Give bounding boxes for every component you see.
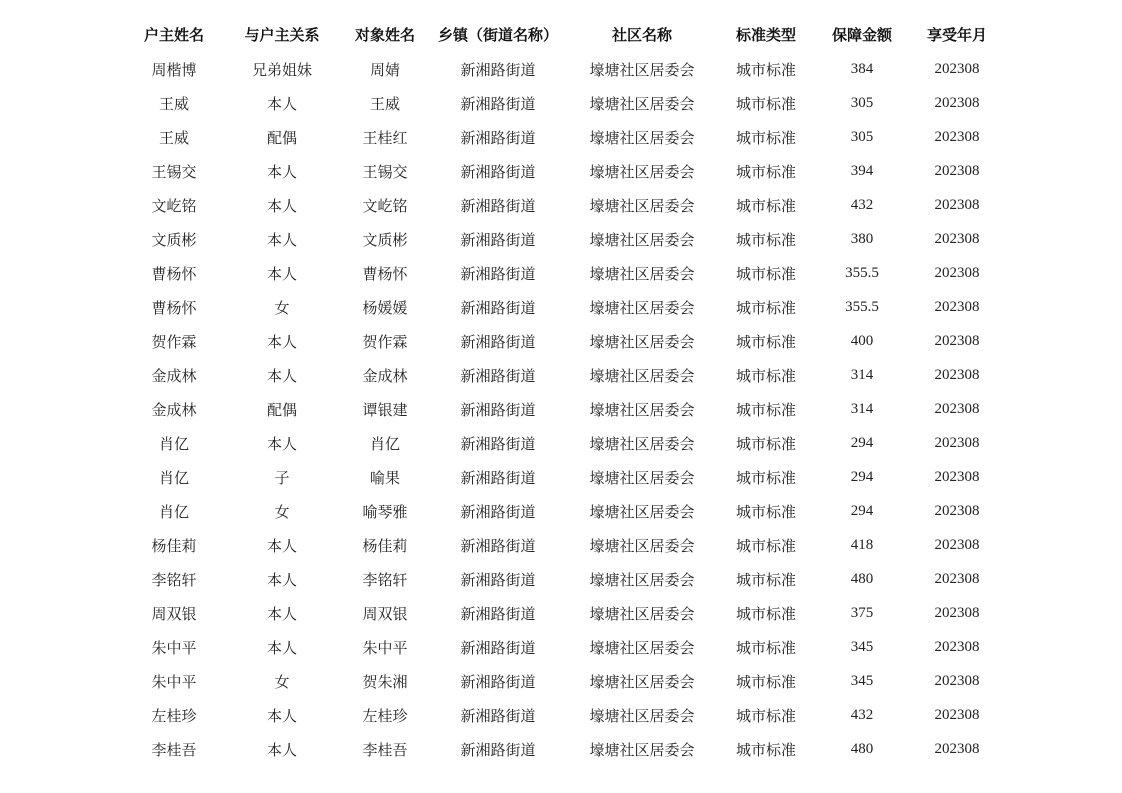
cell-community: 壕塘社区居委会 bbox=[589, 128, 695, 147]
cell-relationship: 本人 bbox=[266, 264, 297, 283]
cell-township: 新湘路街道 bbox=[460, 332, 536, 351]
cell-year-month: 202308 bbox=[934, 332, 980, 349]
cell-year-month: 202308 bbox=[934, 264, 980, 281]
cell-amount: 314 bbox=[850, 366, 874, 383]
cell-household-head-name: 文屹铭 bbox=[151, 196, 197, 215]
cell-year-month: 202308 bbox=[934, 196, 980, 213]
header-relationship: 与户主关系 bbox=[244, 25, 320, 44]
cell-amount: 394 bbox=[850, 162, 874, 179]
cell-year-month: 202308 bbox=[934, 468, 980, 485]
cell-standard-type: 城市标准 bbox=[735, 536, 796, 555]
cell-household-head-name: 肖亿 bbox=[158, 468, 189, 487]
cell-year-month: 202308 bbox=[934, 604, 980, 621]
cell-year-month: 202308 bbox=[934, 672, 980, 689]
cell-household-head-name: 曹杨怀 bbox=[151, 264, 197, 283]
table-row bbox=[120, 154, 1000, 188]
cell-standard-type: 城市标准 bbox=[735, 434, 796, 453]
cell-township: 新湘路街道 bbox=[460, 366, 536, 385]
cell-standard-type: 城市标准 bbox=[735, 94, 796, 113]
table-row bbox=[120, 358, 1000, 392]
cell-household-head-name: 王锡交 bbox=[151, 162, 197, 181]
cell-household-head-name: 王威 bbox=[158, 128, 189, 147]
cell-township: 新湘路街道 bbox=[460, 706, 536, 725]
table-row bbox=[120, 732, 1000, 766]
cell-amount: 400 bbox=[850, 332, 874, 349]
cell-amount: 345 bbox=[850, 638, 874, 655]
table-row bbox=[120, 698, 1000, 732]
cell-community: 壕塘社区居委会 bbox=[589, 94, 695, 113]
cell-relationship: 兄弟姐妹 bbox=[251, 60, 312, 79]
cell-recipient-name: 左桂珍 bbox=[362, 706, 408, 725]
cell-standard-type: 城市标准 bbox=[735, 128, 796, 147]
cell-recipient-name: 喻果 bbox=[369, 468, 400, 487]
table-row bbox=[120, 188, 1000, 222]
cell-community: 壕塘社区居委会 bbox=[589, 264, 695, 283]
cell-standard-type: 城市标准 bbox=[735, 740, 796, 759]
cell-community: 壕塘社区居委会 bbox=[589, 230, 695, 249]
cell-community: 壕塘社区居委会 bbox=[589, 162, 695, 181]
cell-relationship: 本人 bbox=[266, 94, 297, 113]
cell-standard-type: 城市标准 bbox=[735, 332, 796, 351]
cell-household-head-name: 肖亿 bbox=[158, 434, 189, 453]
cell-relationship: 女 bbox=[274, 502, 290, 521]
cell-township: 新湘路街道 bbox=[460, 604, 536, 623]
table-row bbox=[120, 392, 1000, 426]
cell-household-head-name: 李桂吾 bbox=[151, 740, 197, 759]
header-township: 乡镇（街道名称） bbox=[437, 25, 558, 44]
cell-township: 新湘路街道 bbox=[460, 740, 536, 759]
table-row bbox=[120, 630, 1000, 664]
cell-amount: 375 bbox=[850, 604, 874, 621]
cell-recipient-name: 王威 bbox=[369, 94, 400, 113]
cell-year-month: 202308 bbox=[934, 638, 980, 655]
table-row bbox=[120, 222, 1000, 256]
cell-household-head-name: 金成林 bbox=[151, 366, 197, 385]
cell-recipient-name: 周双银 bbox=[362, 604, 408, 623]
cell-township: 新湘路街道 bbox=[460, 570, 536, 589]
table-row bbox=[120, 120, 1000, 154]
cell-amount: 432 bbox=[850, 706, 874, 723]
cell-year-month: 202308 bbox=[934, 230, 980, 247]
cell-community: 壕塘社区居委会 bbox=[589, 400, 695, 419]
cell-relationship: 本人 bbox=[266, 536, 297, 555]
cell-recipient-name: 文质彬 bbox=[362, 230, 408, 249]
cell-community: 壕塘社区居委会 bbox=[589, 740, 695, 759]
header-community: 社区名称 bbox=[611, 25, 672, 44]
cell-amount: 294 bbox=[850, 468, 874, 485]
cell-standard-type: 城市标准 bbox=[735, 706, 796, 725]
table-row bbox=[120, 52, 1000, 86]
cell-community: 壕塘社区居委会 bbox=[589, 332, 695, 351]
cell-amount: 314 bbox=[850, 400, 874, 417]
cell-relationship: 本人 bbox=[266, 366, 297, 385]
cell-township: 新湘路街道 bbox=[460, 162, 536, 181]
table-row bbox=[120, 290, 1000, 324]
beneficiary-table bbox=[120, 16, 1000, 766]
cell-relationship: 本人 bbox=[266, 740, 297, 759]
cell-relationship: 本人 bbox=[266, 638, 297, 657]
table-row bbox=[120, 596, 1000, 630]
cell-relationship: 配偶 bbox=[266, 400, 297, 419]
cell-township: 新湘路街道 bbox=[460, 264, 536, 283]
cell-standard-type: 城市标准 bbox=[735, 672, 796, 691]
cell-household-head-name: 朱中平 bbox=[151, 672, 197, 691]
cell-township: 新湘路街道 bbox=[460, 298, 536, 317]
cell-amount: 480 bbox=[850, 740, 874, 757]
cell-year-month: 202308 bbox=[934, 706, 980, 723]
cell-township: 新湘路街道 bbox=[460, 536, 536, 555]
cell-community: 壕塘社区居委会 bbox=[589, 706, 695, 725]
cell-amount: 305 bbox=[850, 94, 874, 111]
cell-year-month: 202308 bbox=[934, 570, 980, 587]
cell-standard-type: 城市标准 bbox=[735, 468, 796, 487]
cell-recipient-name: 周婧 bbox=[369, 60, 400, 79]
cell-township: 新湘路街道 bbox=[460, 502, 536, 521]
cell-community: 壕塘社区居委会 bbox=[589, 366, 695, 385]
cell-relationship: 本人 bbox=[266, 706, 297, 725]
cell-community: 壕塘社区居委会 bbox=[589, 672, 695, 691]
cell-amount: 480 bbox=[850, 570, 874, 587]
cell-household-head-name: 朱中平 bbox=[151, 638, 197, 657]
header-household-head-name: 户主姓名 bbox=[143, 25, 204, 44]
cell-amount: 294 bbox=[850, 502, 874, 519]
cell-year-month: 202308 bbox=[934, 128, 980, 145]
cell-amount: 384 bbox=[850, 60, 874, 77]
cell-township: 新湘路街道 bbox=[460, 60, 536, 79]
table-row bbox=[120, 324, 1000, 358]
table-row bbox=[120, 528, 1000, 562]
cell-recipient-name: 金成林 bbox=[362, 366, 408, 385]
cell-household-head-name: 左桂珍 bbox=[151, 706, 197, 725]
cell-year-month: 202308 bbox=[934, 740, 980, 757]
cell-year-month: 202308 bbox=[934, 400, 980, 417]
cell-township: 新湘路街道 bbox=[460, 400, 536, 419]
cell-community: 壕塘社区居委会 bbox=[589, 196, 695, 215]
cell-community: 壕塘社区居委会 bbox=[589, 434, 695, 453]
cell-household-head-name: 王威 bbox=[158, 94, 189, 113]
cell-standard-type: 城市标准 bbox=[735, 400, 796, 419]
cell-township: 新湘路街道 bbox=[460, 638, 536, 657]
cell-community: 壕塘社区居委会 bbox=[589, 638, 695, 657]
cell-amount: 305 bbox=[850, 128, 874, 145]
cell-relationship: 配偶 bbox=[266, 128, 297, 147]
cell-relationship: 本人 bbox=[266, 230, 297, 249]
cell-recipient-name: 贺作霖 bbox=[362, 332, 408, 351]
cell-household-head-name: 肖亿 bbox=[158, 502, 189, 521]
cell-year-month: 202308 bbox=[934, 536, 980, 553]
cell-relationship: 本人 bbox=[266, 196, 297, 215]
cell-recipient-name: 杨媛媛 bbox=[362, 298, 408, 317]
header-recipient-name: 对象姓名 bbox=[354, 25, 415, 44]
cell-year-month: 202308 bbox=[934, 434, 980, 451]
cell-household-head-name: 文质彬 bbox=[151, 230, 197, 249]
cell-standard-type: 城市标准 bbox=[735, 60, 796, 79]
cell-recipient-name: 王桂红 bbox=[362, 128, 408, 147]
cell-year-month: 202308 bbox=[934, 60, 980, 77]
table-body bbox=[120, 52, 1000, 766]
table-row bbox=[120, 86, 1000, 120]
cell-household-head-name: 贺作霖 bbox=[151, 332, 197, 351]
cell-year-month: 202308 bbox=[934, 298, 980, 315]
cell-recipient-name: 谭银建 bbox=[362, 400, 408, 419]
cell-community: 壕塘社区居委会 bbox=[589, 60, 695, 79]
cell-standard-type: 城市标准 bbox=[735, 196, 796, 215]
header-year-month: 享受年月 bbox=[926, 25, 987, 44]
cell-relationship: 本人 bbox=[266, 570, 297, 589]
header-amount: 保障金额 bbox=[831, 25, 892, 44]
cell-recipient-name: 李铭轩 bbox=[362, 570, 408, 589]
cell-household-head-name: 曹杨怀 bbox=[151, 298, 197, 317]
document-sheet bbox=[120, 16, 1000, 766]
cell-community: 壕塘社区居委会 bbox=[589, 604, 695, 623]
cell-standard-type: 城市标准 bbox=[735, 264, 796, 283]
cell-standard-type: 城市标准 bbox=[735, 298, 796, 317]
cell-community: 壕塘社区居委会 bbox=[589, 536, 695, 555]
cell-household-head-name: 杨佳莉 bbox=[151, 536, 197, 555]
cell-recipient-name: 朱中平 bbox=[362, 638, 408, 657]
cell-township: 新湘路街道 bbox=[460, 434, 536, 453]
cell-township: 新湘路街道 bbox=[460, 196, 536, 215]
cell-community: 壕塘社区居委会 bbox=[589, 570, 695, 589]
cell-year-month: 202308 bbox=[934, 502, 980, 519]
cell-standard-type: 城市标准 bbox=[735, 604, 796, 623]
cell-township: 新湘路街道 bbox=[460, 128, 536, 147]
cell-recipient-name: 王锡交 bbox=[362, 162, 408, 181]
cell-amount: 355.5 bbox=[845, 298, 879, 315]
cell-standard-type: 城市标准 bbox=[735, 570, 796, 589]
cell-household-head-name: 周双银 bbox=[151, 604, 197, 623]
cell-relationship: 本人 bbox=[266, 332, 297, 351]
cell-recipient-name: 曹杨怀 bbox=[362, 264, 408, 283]
cell-relationship: 本人 bbox=[266, 604, 297, 623]
cell-recipient-name: 喻琴雅 bbox=[362, 502, 408, 521]
cell-recipient-name: 肖亿 bbox=[369, 434, 400, 453]
cell-year-month: 202308 bbox=[934, 162, 980, 179]
cell-township: 新湘路街道 bbox=[460, 672, 536, 691]
cell-standard-type: 城市标准 bbox=[735, 230, 796, 249]
cell-amount: 418 bbox=[850, 536, 874, 553]
cell-township: 新湘路街道 bbox=[460, 468, 536, 487]
cell-amount: 380 bbox=[850, 230, 874, 247]
cell-standard-type: 城市标准 bbox=[735, 366, 796, 385]
cell-standard-type: 城市标准 bbox=[735, 638, 796, 657]
cell-amount: 294 bbox=[850, 434, 874, 451]
cell-standard-type: 城市标准 bbox=[735, 162, 796, 181]
header-standard-type: 标准类型 bbox=[735, 25, 796, 44]
cell-township: 新湘路街道 bbox=[460, 230, 536, 249]
table-row bbox=[120, 664, 1000, 698]
table-header-row bbox=[120, 16, 1000, 52]
cell-household-head-name: 李铭轩 bbox=[151, 570, 197, 589]
table-row bbox=[120, 494, 1000, 528]
cell-township: 新湘路街道 bbox=[460, 94, 536, 113]
cell-community: 壕塘社区居委会 bbox=[589, 502, 695, 521]
cell-recipient-name: 李桂吾 bbox=[362, 740, 408, 759]
table-row bbox=[120, 562, 1000, 596]
cell-amount: 345 bbox=[850, 672, 874, 689]
table-row bbox=[120, 460, 1000, 494]
cell-recipient-name: 文屹铭 bbox=[362, 196, 408, 215]
cell-relationship: 女 bbox=[274, 298, 290, 317]
cell-community: 壕塘社区居委会 bbox=[589, 468, 695, 487]
cell-household-head-name: 周楷博 bbox=[151, 60, 197, 79]
cell-relationship: 本人 bbox=[266, 162, 297, 181]
cell-relationship: 本人 bbox=[266, 434, 297, 453]
cell-relationship: 女 bbox=[274, 672, 290, 691]
cell-community: 壕塘社区居委会 bbox=[589, 298, 695, 317]
table-row bbox=[120, 256, 1000, 290]
table-row bbox=[120, 426, 1000, 460]
cell-year-month: 202308 bbox=[934, 94, 980, 111]
cell-relationship: 子 bbox=[274, 468, 290, 487]
cell-amount: 355.5 bbox=[845, 264, 879, 281]
cell-recipient-name: 杨佳莉 bbox=[362, 536, 408, 555]
cell-standard-type: 城市标准 bbox=[735, 502, 796, 521]
cell-household-head-name: 金成林 bbox=[151, 400, 197, 419]
cell-year-month: 202308 bbox=[934, 366, 980, 383]
cell-recipient-name: 贺朱湘 bbox=[362, 672, 408, 691]
cell-amount: 432 bbox=[850, 196, 874, 213]
